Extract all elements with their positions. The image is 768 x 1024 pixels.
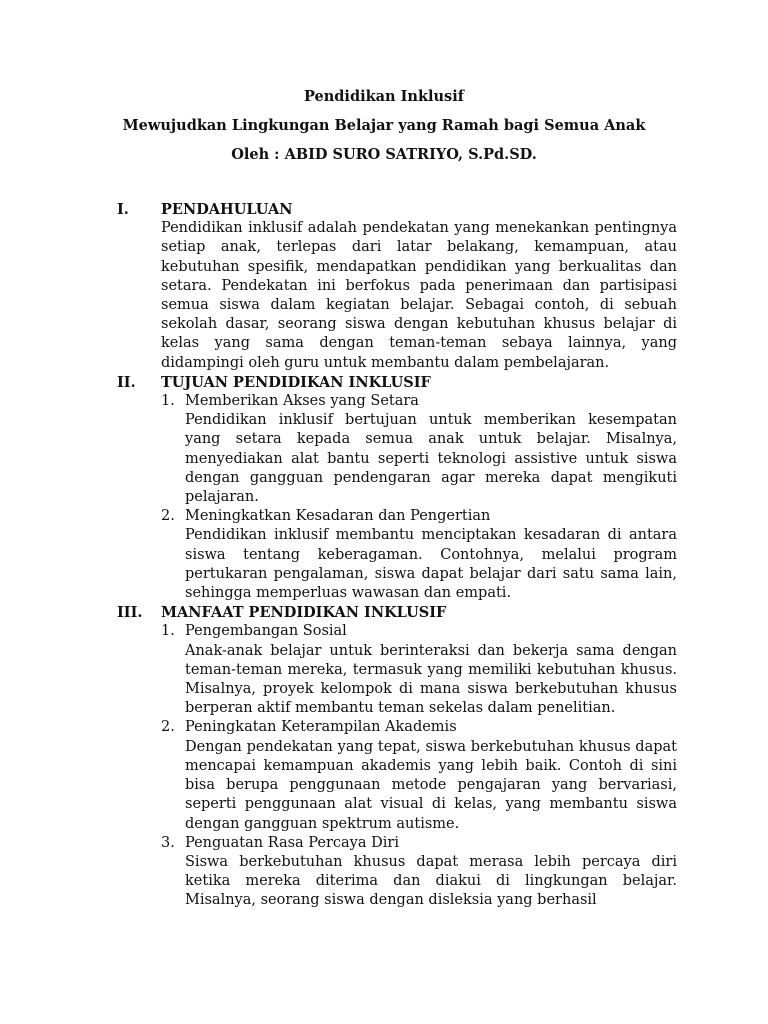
list-item-number: 2. [161,508,175,525]
list-item-text: Siswa berkebutuhan khusus dapat merasa lebih percaya diri ketika mereka diterima dan diakui di lingkungan belajar. Misalnya, seorang siswa dengan disleksia yang berhasil [185,853,677,909]
section-paragraph: Pendidikan inklusif adalah pendekatan yang menekankan pentingnya setiap anak, terlepas dari latar belakang, kemampuan, atau kebutuhan spesifik, mendapatkan pendidikan yang berkualitas dan setara. Pendekatan ini berfokus pada penerimaan dan partisipasi semua siswa dalam kegiatan belajar. Sebagai contoh, di sebuah sekolah dasar, seorang siswa dengan kebutuhan khusus belajar di kelas yang sama dengan teman-teman sebaya lainnya, yang didampingi oleh guru untuk membantu dalam pembelajaran. [161,220,677,371]
list-item [161,507,677,603]
list-item-title: Memberikan Akses yang Setara [185,393,419,410]
document-author: Oleh : ABID SURO SATRIYO, S.Pd.SD. [231,146,537,163]
list-item-text: Pendidikan inklusif membantu menciptakan kesadaran di antara siswa tentang keberagaman. Contohnya, melalui program pertukaran pengalaman, siswa dapat belajar dari satu sama lain, sehingga memperluas wawasan dan empati. [185,527,677,602]
list-item [161,718,677,833]
list-item-number: 1. [161,623,175,640]
list-item-number: 1. [161,393,175,410]
section-number: I. [117,201,129,218]
section-heading: PENDAHULUAN [161,201,293,218]
list-item-number: 3. [161,834,175,851]
section-number: II. [117,373,136,391]
list-item-text: Anak-anak belajar untuk berinteraksi dan bekerja sama dengan teman-teman mereka, termasuk yang memiliki kebutuhan khusus. Misalnya, proyek kelompok di mana siswa berkebutuhan khusus berperan aktif membantu teman sekelas dalam penelitian. [185,642,677,717]
document-title: Pendidikan Inklusif [304,88,464,105]
list-item [161,834,677,911]
section-pendahuluan [117,200,677,373]
list-item [161,622,677,718]
document-subtitle: Mewujudkan Lingkungan Belajar yang Ramah bagi Semua Anak [122,117,646,134]
numbered-list [161,392,677,603]
list-item-text: Dengan pendekatan yang tepat, siswa berkebutuhan khusus dapat mencapai kemampuan akademis yang lebih baik. Contoh di sini bisa berupa penggunaan metode pengajaran yang bervariasi, seperti penggunaan alat visual di kelas, yang membantu siswa dengan gangguan spektrum autisme. [185,738,677,832]
list-item [161,392,677,507]
numbered-list [161,622,677,910]
list-item-title: Pengembangan Sosial [185,623,347,640]
section-heading: TUJUAN PENDIDIKAN INKLUSIF [161,373,431,391]
list-item-number: 2. [161,719,175,736]
document-body [117,200,677,911]
section-tujuan [117,373,677,603]
section-number: III. [117,604,143,622]
list-item-title: Meningkatkan Kesadaran dan Pengertian [185,508,491,525]
list-item-title: Peningkatan Keterampilan Akademis [185,719,457,736]
section-manfaat [117,603,677,910]
list-item-title: Penguatan Rasa Percaya Diri [185,834,399,851]
section-heading: MANFAAT PENDIDIKAN INKLUSIF [161,604,447,622]
list-item-text: Pendidikan inklusif bertujuan untuk memberikan kesempatan yang setara kepada semua anak untuk belajar. Misalnya, menyediakan alat bantu seperti teknologi assistive untuk siswa dengan gangguan pendengaran agar mereka dapat mengikuti pelajaran. [185,412,677,506]
